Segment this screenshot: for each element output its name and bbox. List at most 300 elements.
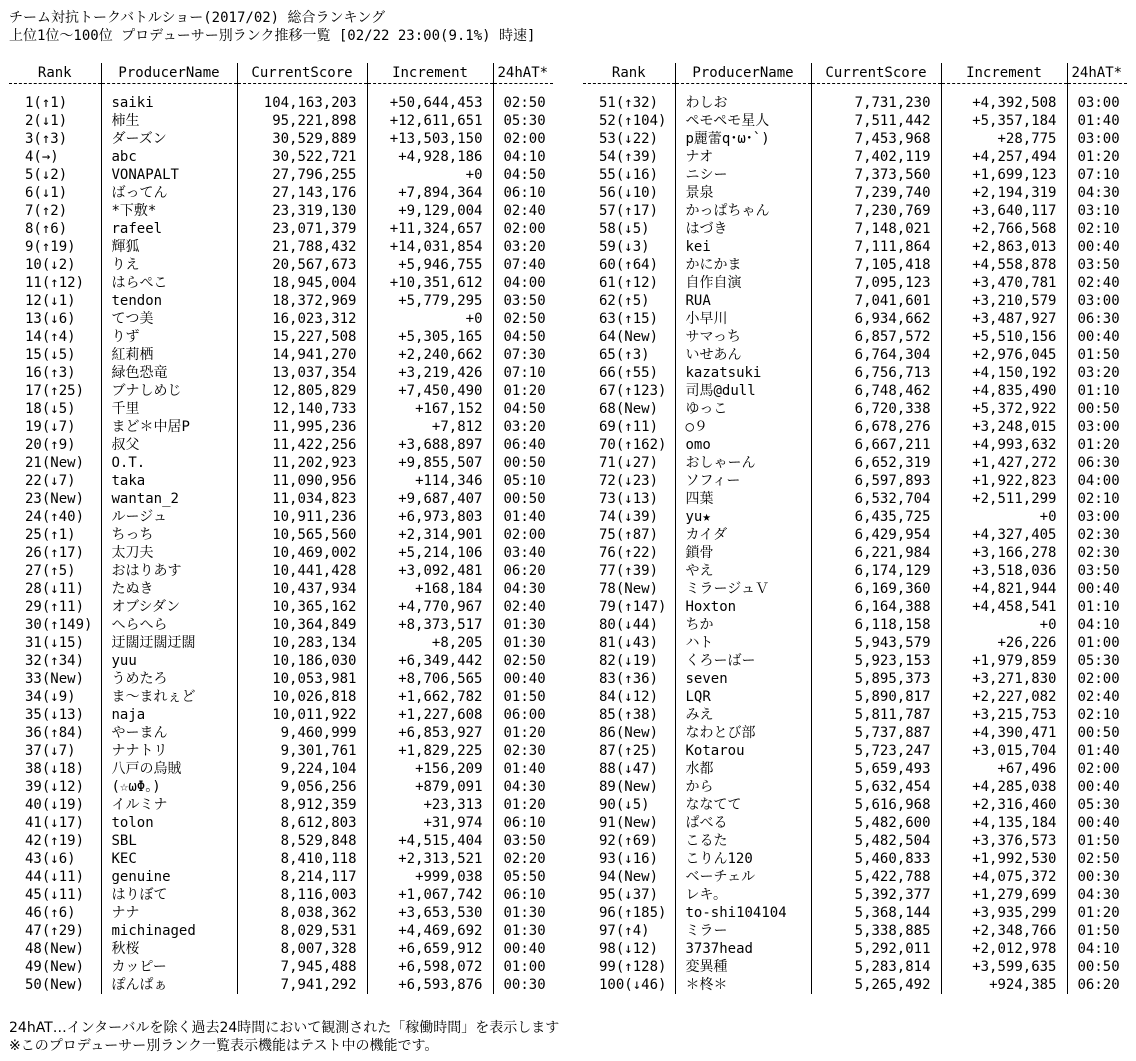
active-time-cell: 03:20 (493, 238, 553, 256)
active-time-cell: 01:50 (1067, 346, 1127, 364)
table-row (9, 562, 553, 580)
table-row (583, 562, 1127, 580)
rank-cell: 79(↑147) (599, 599, 667, 615)
current-score-cell: 27,796,255 (237, 166, 367, 184)
table-row (9, 886, 553, 904)
current-score-cell: 5,392,377 (811, 886, 941, 904)
rank-cell: 80(↓44) (599, 617, 659, 633)
rank-cell: 22(↓7) (25, 473, 76, 489)
current-score-cell: 6,667,211 (811, 436, 941, 454)
increment-cell: +2,240,662 (367, 346, 493, 364)
increment-cell: +3,487,927 (941, 310, 1067, 328)
table-row (9, 688, 553, 706)
table-row (9, 670, 553, 688)
table-row (9, 796, 553, 814)
producer-name-cell: VONAPALT (101, 166, 237, 184)
active-time-cell: 01:40 (1067, 112, 1127, 130)
table-row (9, 328, 553, 346)
producer-name-cell: まど＊中居P (101, 418, 237, 436)
producer-name-cell: ○９ (675, 418, 811, 436)
table-row (583, 526, 1127, 544)
increment-cell: +2,863,013 (941, 238, 1067, 256)
table-row (9, 778, 553, 796)
active-time-cell: 03:10 (1067, 202, 1127, 220)
table-row (9, 220, 553, 238)
rank-cell: 11(↑12) (25, 275, 85, 291)
active-time-cell: 04:50 (493, 400, 553, 418)
increment-cell: +3,092,481 (367, 562, 493, 580)
table-row (9, 958, 553, 976)
rank-cell: 82(↓19) (599, 653, 659, 669)
rank-cell: 94(New) (599, 869, 659, 885)
current-score-cell: 30,529,889 (237, 130, 367, 148)
active-time-cell: 06:10 (493, 184, 553, 202)
current-score-cell: 5,422,788 (811, 868, 941, 886)
producer-name-cell: michinaged (101, 922, 237, 940)
producer-name-cell: seven (675, 670, 811, 688)
producer-name-cell: to-shi104104 (675, 904, 811, 922)
current-score-cell: 8,612,803 (237, 814, 367, 832)
producer-name-cell: 景泉 (675, 184, 811, 202)
rank-cell: 57(↑17) (599, 203, 659, 219)
producer-name-cell: ダーズン (101, 130, 237, 148)
table-row (583, 886, 1127, 904)
table-row (9, 130, 553, 148)
table-row (583, 958, 1127, 976)
active-time-cell: 05:30 (1067, 652, 1127, 670)
current-score-cell: 5,737,887 (811, 724, 941, 742)
producer-name-cell: ぽんぱぁ (101, 976, 237, 994)
active-time-cell: 01:10 (1067, 382, 1127, 400)
active-time-cell: 04:00 (1067, 472, 1127, 490)
producer-name-cell: 紅莉栖 (101, 346, 237, 364)
producer-name-cell: やーまん (101, 724, 237, 742)
increment-cell: +6,659,912 (367, 940, 493, 958)
table-row (583, 436, 1127, 454)
active-time-cell: 02:00 (493, 220, 553, 238)
producer-name-cell: 自作自演 (675, 274, 811, 292)
rank-cell: 63(↑15) (599, 311, 659, 327)
increment-cell: +5,946,755 (367, 256, 493, 274)
table-row (583, 652, 1127, 670)
table-row (583, 922, 1127, 940)
active-time-cell: 07:30 (493, 346, 553, 364)
active-time-cell: 06:30 (1067, 454, 1127, 472)
rank-cell: 98(↓12) (599, 941, 659, 957)
current-score-cell: 23,071,379 (237, 220, 367, 238)
rank-cell: 4(→) (25, 149, 59, 165)
producer-name-cell: いせあん (675, 346, 811, 364)
current-score-cell: 11,034,823 (237, 490, 367, 508)
rank-cell: 67(↑123) (599, 383, 667, 399)
active-time-cell: 03:50 (1067, 256, 1127, 274)
rank-cell: 8(↑6) (25, 221, 68, 237)
rank-cell: 5(↓2) (25, 167, 68, 183)
column-header-increment: Increment (941, 63, 1067, 84)
active-time-cell: 01:00 (493, 958, 553, 976)
table-row (583, 490, 1127, 508)
current-score-cell: 6,429,954 (811, 526, 941, 544)
column-header-rank: Rank (611, 65, 646, 81)
increment-cell: +4,515,404 (367, 832, 493, 850)
rank-cell: 39(↓12) (25, 779, 85, 795)
rank-cell: 43(↓6) (25, 851, 76, 867)
active-time-cell: 02:00 (1067, 670, 1127, 688)
current-score-cell: 7,941,292 (237, 976, 367, 994)
current-score-cell: 7,095,123 (811, 274, 941, 292)
rank-cell: 27(↑5) (25, 563, 76, 579)
producer-name-cell: カッピー (101, 958, 237, 976)
rank-cell: 92(↑69) (599, 833, 659, 849)
current-score-cell: 23,319,130 (237, 202, 367, 220)
active-time-cell: 05:30 (1067, 796, 1127, 814)
table-row (583, 418, 1127, 436)
table-row (9, 904, 553, 922)
table-row (9, 112, 553, 130)
increment-cell: +4,285,038 (941, 778, 1067, 796)
table-row (583, 202, 1127, 220)
increment-cell: +1,427,272 (941, 454, 1067, 472)
rank-cell: 78(New) (599, 581, 659, 597)
active-time-cell: 04:10 (493, 148, 553, 166)
rank-cell: 36(↑84) (25, 725, 85, 741)
ranking-table-left (9, 63, 553, 994)
current-score-cell: 16,023,312 (237, 310, 367, 328)
producer-name-cell: ニシー (675, 166, 811, 184)
rank-cell: 33(New) (25, 671, 85, 687)
rank-cell: 10(↓2) (25, 257, 76, 273)
active-time-cell: 04:30 (1067, 886, 1127, 904)
table-row (9, 274, 553, 292)
column-header-24hat: 24hAT* (1067, 63, 1127, 84)
producer-name-cell: みえ (675, 706, 811, 724)
producer-name-cell: 八戸の烏賊 (101, 760, 237, 778)
rank-cell: 95(↓37) (599, 887, 659, 903)
increment-cell: +11,324,657 (367, 220, 493, 238)
table-row (583, 454, 1127, 472)
table-row (9, 742, 553, 760)
table-header-row (583, 63, 1127, 84)
current-score-cell: 5,659,493 (811, 760, 941, 778)
current-score-cell: 8,410,118 (237, 850, 367, 868)
table-row (9, 634, 553, 652)
active-time-cell: 01:30 (493, 634, 553, 652)
current-score-cell: 6,764,304 (811, 346, 941, 364)
table-row (9, 526, 553, 544)
table-row (9, 454, 553, 472)
increment-cell: +5,779,295 (367, 292, 493, 310)
current-score-cell: 6,748,462 (811, 382, 941, 400)
rank-cell: 37(↓7) (25, 743, 76, 759)
current-score-cell: 10,186,030 (237, 652, 367, 670)
rank-cell: 52(↑104) (599, 113, 667, 129)
increment-cell: +4,135,184 (941, 814, 1067, 832)
producer-name-cell: ソフィー (675, 472, 811, 490)
increment-cell: +8,373,517 (367, 616, 493, 634)
increment-cell: +2,227,082 (941, 688, 1067, 706)
producer-name-cell: kei (675, 238, 811, 256)
rank-cell: 40(↓19) (25, 797, 85, 813)
current-score-cell: 8,912,359 (237, 796, 367, 814)
table-row (9, 652, 553, 670)
producer-name-cell: こりん120 (675, 850, 811, 868)
producer-name-cell: SBL (101, 832, 237, 850)
active-time-cell: 06:30 (1067, 310, 1127, 328)
table-row (9, 616, 553, 634)
current-score-cell: 10,365,162 (237, 598, 367, 616)
increment-cell: +3,015,704 (941, 742, 1067, 760)
increment-cell: +9,855,507 (367, 454, 493, 472)
active-time-cell: 01:50 (1067, 922, 1127, 940)
table-row (583, 796, 1127, 814)
active-time-cell: 00:40 (1067, 814, 1127, 832)
producer-name-cell: ルージュ (101, 508, 237, 526)
increment-cell: +50,644,453 (367, 94, 493, 112)
producer-name-cell: くろーばー (675, 652, 811, 670)
active-time-cell: 01:30 (493, 904, 553, 922)
current-score-cell: 5,890,817 (811, 688, 941, 706)
column-header-producer-name: ProducerName (675, 63, 811, 84)
current-score-cell: 5,723,247 (811, 742, 941, 760)
increment-cell: +12,611,651 (367, 112, 493, 130)
rank-cell: 42(↑19) (25, 833, 85, 849)
table-row (9, 292, 553, 310)
producer-name-cell: はづき (675, 220, 811, 238)
active-time-cell: 00:40 (1067, 238, 1127, 256)
table-row (583, 616, 1127, 634)
rank-cell: 47(↑29) (25, 923, 85, 939)
increment-cell: +5,357,184 (941, 112, 1067, 130)
table-row (583, 472, 1127, 490)
increment-cell: +4,821,944 (941, 580, 1067, 598)
active-time-cell: 06:20 (1067, 976, 1127, 994)
current-score-cell: 10,565,560 (237, 526, 367, 544)
table-row (583, 868, 1127, 886)
rank-cell: 60(↑64) (599, 257, 659, 273)
table-row (583, 742, 1127, 760)
producer-name-cell: tolon (101, 814, 237, 832)
current-score-cell: 6,720,338 (811, 400, 941, 418)
current-score-cell: 9,224,104 (237, 760, 367, 778)
rank-cell: 91(New) (599, 815, 659, 831)
active-time-cell: 01:20 (1067, 904, 1127, 922)
producer-name-cell: ちか (675, 616, 811, 634)
increment-cell: +7,894,364 (367, 184, 493, 202)
active-time-cell: 00:50 (1067, 724, 1127, 742)
table-row (583, 166, 1127, 184)
increment-cell: +3,271,830 (941, 670, 1067, 688)
increment-cell: +10,351,612 (367, 274, 493, 292)
current-score-cell: 11,090,956 (237, 472, 367, 490)
current-score-cell: 5,265,492 (811, 976, 941, 994)
rank-cell: 48(New) (25, 941, 85, 957)
rank-cell: 20(↑9) (25, 437, 76, 453)
producer-name-cell: かにかま (675, 256, 811, 274)
table-row (9, 922, 553, 940)
current-score-cell: 5,338,885 (811, 922, 941, 940)
rank-cell: 61(↑12) (599, 275, 659, 291)
producer-name-cell: 水都 (675, 760, 811, 778)
producer-name-cell: RUA (675, 292, 811, 310)
rank-cell: 29(↑11) (25, 599, 85, 615)
increment-cell: +168,184 (367, 580, 493, 598)
rank-cell: 66(↑55) (599, 365, 659, 381)
rank-cell: 21(New) (25, 455, 85, 471)
active-time-cell: 02:40 (493, 202, 553, 220)
increment-cell: +7,450,490 (367, 382, 493, 400)
current-score-cell: 12,140,733 (237, 400, 367, 418)
active-time-cell: 03:50 (1067, 562, 1127, 580)
table-row (9, 436, 553, 454)
rank-cell: 59(↓3) (599, 239, 650, 255)
active-time-cell: 02:00 (1067, 760, 1127, 778)
producer-name-cell: ブナしめじ (101, 382, 237, 400)
producer-name-cell: なわとび部 (675, 724, 811, 742)
current-score-cell: 8,529,848 (237, 832, 367, 850)
current-score-cell: 5,292,011 (811, 940, 941, 958)
table-row (583, 634, 1127, 652)
producer-name-cell: 迂闊迂闊迂闊 (101, 634, 237, 652)
active-time-cell: 02:00 (493, 130, 553, 148)
active-time-cell: 07:10 (1067, 166, 1127, 184)
current-score-cell: 7,230,769 (811, 202, 941, 220)
increment-cell: +4,993,632 (941, 436, 1067, 454)
producer-name-cell: こるた (675, 832, 811, 850)
active-time-cell: 00:50 (493, 490, 553, 508)
current-score-cell: 7,373,560 (811, 166, 941, 184)
rank-cell: 16(↑3) (25, 365, 76, 381)
active-time-cell: 01:50 (1067, 832, 1127, 850)
producer-name-cell: ベーチェル (675, 868, 811, 886)
page-title-block (9, 9, 535, 45)
increment-cell: +6,973,803 (367, 508, 493, 526)
table-row (583, 544, 1127, 562)
rank-cell: 53(↓22) (599, 131, 659, 147)
increment-cell: +6,593,876 (367, 976, 493, 994)
increment-cell: +0 (367, 310, 493, 328)
increment-cell: +2,348,766 (941, 922, 1067, 940)
table-row (9, 94, 553, 112)
increment-cell: +1,227,608 (367, 706, 493, 724)
producer-name-cell: 四葉 (675, 490, 811, 508)
increment-cell: +2,194,319 (941, 184, 1067, 202)
table-row (9, 148, 553, 166)
table-row (9, 850, 553, 868)
active-time-cell: 04:00 (493, 274, 553, 292)
rank-cell: 74(↓39) (599, 509, 659, 525)
table-row (9, 472, 553, 490)
producer-name-cell: abc (101, 148, 237, 166)
table-row (583, 814, 1127, 832)
producer-name-cell: ぱべる (675, 814, 811, 832)
current-score-cell: 7,041,601 (811, 292, 941, 310)
increment-cell: +1,922,823 (941, 472, 1067, 490)
increment-cell: +26,226 (941, 634, 1067, 652)
current-score-cell: 8,007,328 (237, 940, 367, 958)
increment-cell: +7,812 (367, 418, 493, 436)
rank-cell: 89(New) (599, 779, 659, 795)
current-score-cell: 5,632,454 (811, 778, 941, 796)
producer-name-cell: taka (101, 472, 237, 490)
rank-cell: 24(↑40) (25, 509, 85, 525)
increment-cell: +3,215,753 (941, 706, 1067, 724)
increment-cell: +5,510,156 (941, 328, 1067, 346)
increment-cell: +4,257,494 (941, 148, 1067, 166)
table-row (9, 598, 553, 616)
column-header-24hat: 24hAT* (493, 63, 553, 84)
active-time-cell: 04:50 (493, 166, 553, 184)
table-row (9, 976, 553, 994)
table-row (583, 94, 1127, 112)
increment-cell: +4,458,541 (941, 598, 1067, 616)
producer-name-cell: ナナトリ (101, 742, 237, 760)
current-score-cell: 8,214,117 (237, 868, 367, 886)
column-header-increment: Increment (367, 63, 493, 84)
rank-cell: 44(↓11) (25, 869, 85, 885)
producer-name-cell: たぬき (101, 580, 237, 598)
active-time-cell: 06:10 (493, 886, 553, 904)
active-time-cell: 01:40 (1067, 742, 1127, 760)
footer-note-test-feature: ※このプロデューサー別ランク一覧表示機能はテスト中の機能です。 (9, 1038, 439, 1054)
increment-cell: +9,687,407 (367, 490, 493, 508)
current-score-cell: 7,511,442 (811, 112, 941, 130)
producer-name-cell: 柿生 (101, 112, 237, 130)
table-row (583, 598, 1127, 616)
producer-name-cell: ミラー (675, 922, 811, 940)
rank-cell: 23(New) (25, 491, 85, 507)
rank-cell: 13(↓6) (25, 311, 76, 327)
producer-name-cell: saiki (101, 94, 237, 112)
active-time-cell: 00:40 (1067, 328, 1127, 346)
active-time-cell: 02:00 (493, 526, 553, 544)
active-time-cell: 00:30 (1067, 868, 1127, 886)
increment-cell: +3,599,635 (941, 958, 1067, 976)
active-time-cell: 03:00 (1067, 508, 1127, 526)
increment-cell: +4,327,405 (941, 526, 1067, 544)
active-time-cell: 05:50 (493, 868, 553, 886)
table-row (9, 202, 553, 220)
producer-name-cell: ま～まれぇど (101, 688, 237, 706)
table-row (583, 850, 1127, 868)
increment-cell: +1,829,225 (367, 742, 493, 760)
current-score-cell: 95,221,898 (237, 112, 367, 130)
table-row (583, 292, 1127, 310)
active-time-cell: 01:20 (1067, 436, 1127, 454)
rank-cell: 34(↓9) (25, 689, 76, 705)
rank-cell: 55(↓16) (599, 167, 659, 183)
rank-cell: 15(↓5) (25, 347, 76, 363)
table-row (583, 508, 1127, 526)
increment-cell: +8,205 (367, 634, 493, 652)
active-time-cell: 00:30 (493, 976, 553, 994)
producer-name-cell: omo (675, 436, 811, 454)
rank-cell: 81(↓43) (599, 635, 659, 651)
producer-name-cell: りず (101, 328, 237, 346)
current-score-cell: 21,788,432 (237, 238, 367, 256)
producer-name-cell: 輝狐 (101, 238, 237, 256)
current-score-cell: 5,943,579 (811, 634, 941, 652)
active-time-cell: 02:30 (1067, 526, 1127, 544)
active-time-cell: 01:50 (493, 688, 553, 706)
current-score-cell: 8,116,003 (237, 886, 367, 904)
active-time-cell: 06:20 (493, 562, 553, 580)
active-time-cell: 01:40 (493, 760, 553, 778)
rank-cell: 75(↑87) (599, 527, 659, 543)
table-row (583, 940, 1127, 958)
rank-cell: 96(↑185) (599, 905, 667, 921)
table-row (583, 760, 1127, 778)
table-row (9, 814, 553, 832)
